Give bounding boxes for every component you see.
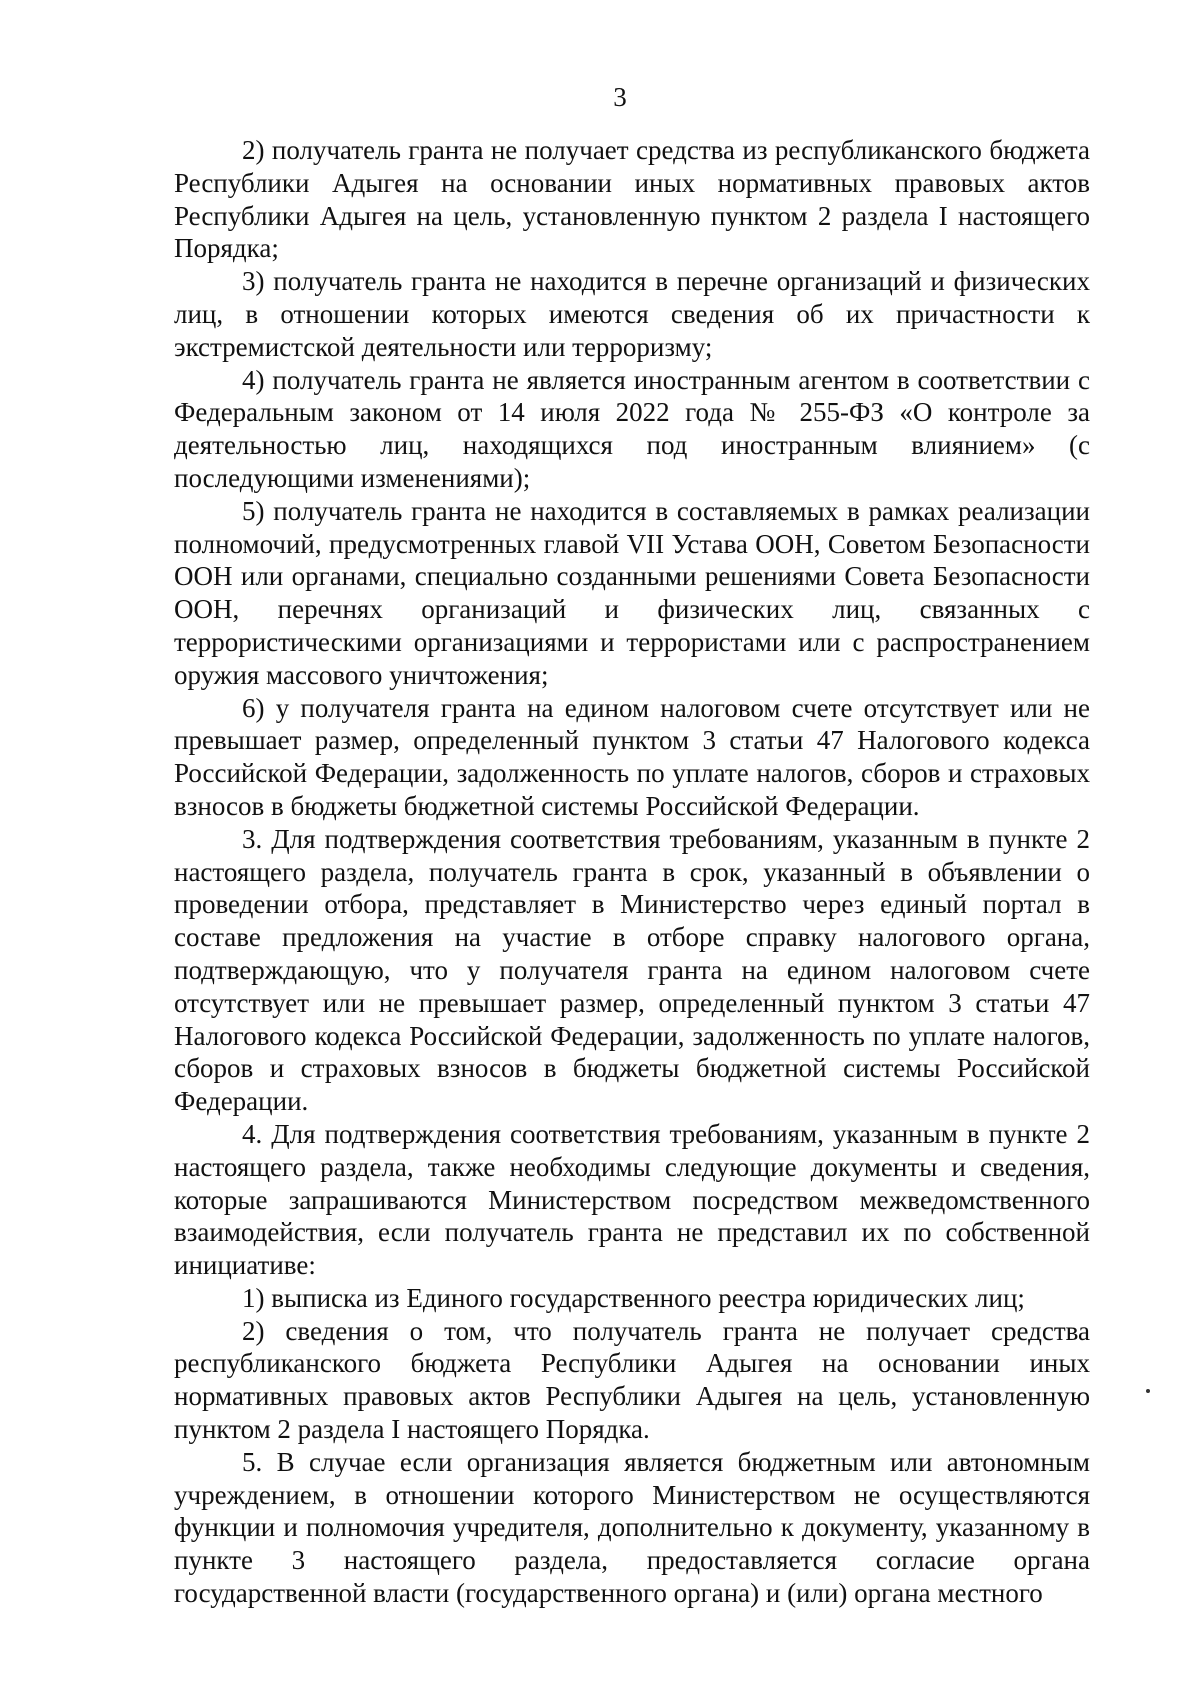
clause-5-budget-institution: 5. В случае если организация является бюджетным или автономным учреждением, в отношении которого Министерством не осуществляются функции и полномочия учредителя, дополнительно к документу, указанному в пункте 3 настоящего раздела, предоставляется согласие органа государственной власти (государственного органа) и (или) органа местного bbox=[174, 1446, 1090, 1609]
list-item-4-not-foreign-agent: 4) получатель гранта не является иностранным агентом в соответствии с Федеральным законом от 14 июля 2022 года № 255-ФЗ «О контроле за деятельностью лиц, находящихся под иностранным влиянием» (с последующими изменениями); bbox=[174, 364, 1090, 493]
list-item-2-not-receiving-funds: 2) получатель гранта не получает средства из республиканского бюджета Республики Адыгея на основании иных нормативных правовых актов Республики Адыгея на цель, установленную пунктом 2 раздела I настоящего Порядка; bbox=[174, 135, 1090, 264]
document-body bbox=[174, 134, 1090, 1610]
scan-dot-mark bbox=[1146, 1389, 1150, 1393]
list-item-6-tax-debt: 6) у получателя гранта на едином налоговом счете отсутствует или не превышает размер, определенный пунктом 3 статьи 47 Налогового кодекса Российской Федерации, задолженность по уплате налогов, сборов и страховых взносов в бюджеты бюджетной системы Российской Федерации. bbox=[174, 692, 1090, 821]
clause-3-tax-certificate: 3. Для подтверждения соответствия требованиям, указанным в пункте 2 настоящего раздела, получатель гранта в срок, указанный в объявлении о проведении отбора, представляет в Министерство через единый портал в составе предложения на участие в отборе справку налогового органа, подтверждающую, что у получателя гранта на едином налоговом счете отсутствует или не превышает размер, определенный пунктом 3 статьи 47 Налогового кодекса Российской Федерации, задолженность по уплате налогов, сборов и страховых взносов в бюджеты бюджетной системы Российской Федерации. bbox=[174, 823, 1090, 1117]
list-item-5-not-in-un-lists: 5) получатель гранта не находится в составляемых в рамках реализации полномочий, предусмотренных главой VII Устава ООН, Советом Безопасности ООН или органами, специально созданными решениями Совета Безопасности ООН, перечнях организаций и физических лиц, связанных с террористическими организациями и террористами или с распространением оружия массового уничтожения; bbox=[174, 495, 1090, 690]
list-item-3-not-in-extremist-list: 3) получатель гранта не находится в перечне организаций и физических лиц, в отношении которых имеются сведения об их причастности к экстремистской деятельности или терроризму; bbox=[174, 266, 1090, 362]
clause-4-interagency-documents: 4. Для подтверждения соответствия требованиям, указанным в пункте 2 настоящего раздела, также необходимы следующие документы и сведения, которые запрашиваются Министерством посредством межведомственного взаимодействия, если получатель гранта не представил их по собственной инициативе: bbox=[174, 1118, 1090, 1281]
sub-item-1-registry-extract: 1) выписка из Единого государственного реестра юридических лиц; bbox=[242, 1282, 1025, 1313]
page-number: 3 bbox=[613, 82, 627, 112]
sub-item-2-funding-info: 2) сведения о том, что получатель гранта не получает средства республиканского бюджета Республики Адыгея на основании иных нормативных правовых актов Республики Адыгея на цель, установленную пунктом 2 раздела I настоящего Порядка. bbox=[174, 1315, 1090, 1445]
